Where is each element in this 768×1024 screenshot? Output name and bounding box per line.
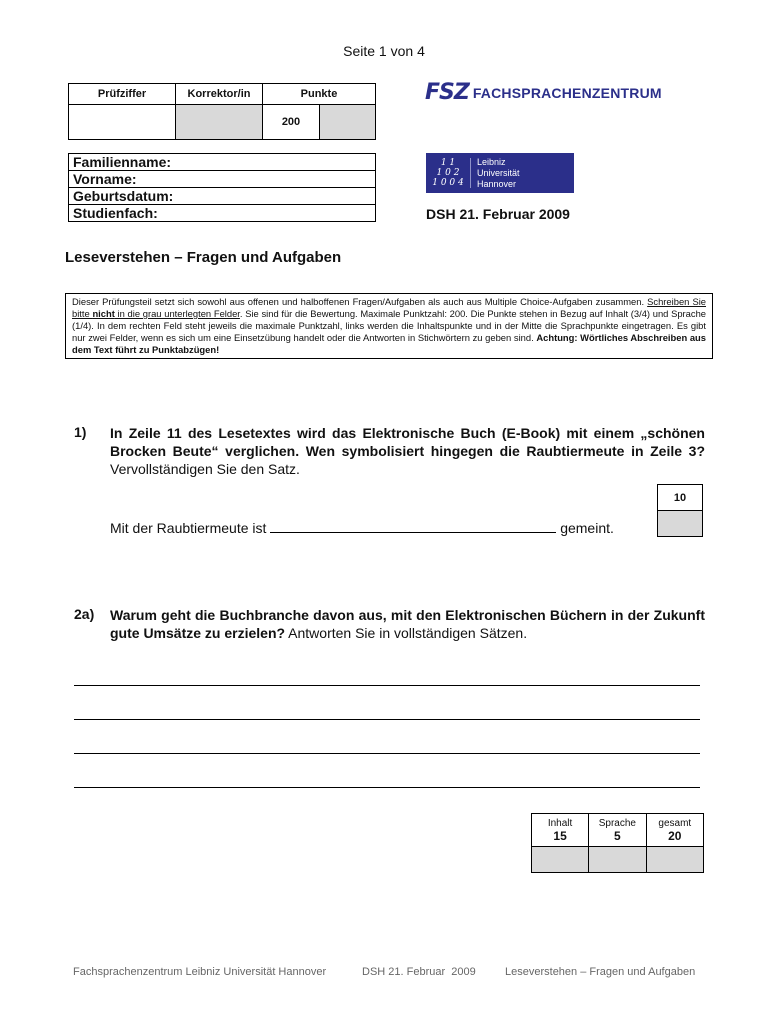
score-sprache-field — [589, 847, 646, 873]
header-pruefziffer: Prüfziffer — [69, 84, 176, 105]
field-familienname[interactable]: Familienname: — [69, 154, 375, 171]
question-2a-number: 2a) — [74, 606, 95, 622]
question-1-number: 1) — [74, 424, 87, 440]
pruefziffer-field[interactable] — [69, 105, 176, 140]
fsz-mark: FSZ — [425, 80, 469, 105]
punkte-field — [320, 105, 376, 140]
answer-line[interactable] — [74, 753, 700, 754]
footer-right: Leseverstehen – Fragen und Aufgaben — [505, 966, 696, 978]
score-gesamt-field — [646, 847, 703, 873]
korrektor-field — [176, 105, 263, 140]
field-vorname[interactable]: Vorname: — [69, 171, 375, 188]
header-korrektor: Korrektor/in — [176, 84, 263, 105]
answer-line[interactable] — [74, 719, 700, 720]
question-2a-text: Warum geht die Buchbranche davon aus, mit den Elektronischen Büchern in der Zukunft gute Umsätze zu erzielen? Antworten Sie in vollständigen Sätzen. — [110, 607, 705, 641]
luh-logo — [426, 153, 574, 193]
answer-line[interactable] — [74, 685, 700, 686]
field-studienfach[interactable]: Studienfach: — [73, 205, 158, 221]
score-inhalt-header: Inhalt 15 — [532, 814, 589, 847]
page-number: Seite 1 von 4 — [343, 43, 425, 59]
fsz-logo — [425, 80, 662, 105]
header-punkte: Punkte — [263, 84, 376, 105]
grade-table — [68, 83, 376, 140]
warning-text: Achtung: Wörtliches Abschreiben aus dem Text führt zu Punktabzügen! — [72, 332, 706, 355]
luh-name: Leibniz Universität Hannover — [477, 156, 520, 189]
luh-mark: 1 1 1 0 2 1 0 0 4 — [426, 158, 471, 188]
question-1-answer-blank[interactable] — [270, 520, 556, 533]
score-inhalt-field — [532, 847, 589, 873]
instructions-box: Dieser Prüfungsteil setzt sich sowohl aus offenen und halboffenen Fragen/Aufgaben als auch aus Multiple Choice-Aufgaben zusammen. Schreiben Sie bitte nicht in die grau unterlegten Felder. Sie sind für die Bewertung. Maximale Punktzahl: 200. Die Punkte stehen in Bezug auf Inhalt (3/4) und Sprache (1/4). In dem rechten Feld steht jeweils die maximale Punktzahl, links werden die Inhaltspunkte und in der Mitte die Sprachpunkte eingetragen. Es gibt nur zwei Felder, wenn es sich um eine Einsetzübung handelt oder die Antworten in Stichwörtern zu geben sind. Achtung: Wörtliches Abschreiben aus dem Text führt zu Punktabzügen! — [65, 293, 713, 359]
question-1-score-box — [657, 484, 703, 537]
fsz-name: FACHSPRACHENZENTRUM — [472, 84, 662, 101]
punkte-max: 200 — [263, 105, 320, 140]
question-2a-score-table — [531, 813, 704, 873]
exam-title: DSH 21. Februar 2009 — [426, 206, 570, 222]
footer-center: DSH 21. Februar 2009 — [362, 966, 476, 978]
question-1-text: In Zeile 11 des Lesetextes wird das Elektronische Buch (E-Book) mit einem „schönen Brocken Beute“ verglichen. Wen symbolisiert hingegen die Raubtiermeute in Zeile 3? Vervollständigen Sie den Satz. — [110, 425, 705, 477]
question-1-sentence: Mit der Raubtiermeute ist gemeint. — [110, 520, 614, 536]
personal-data-box — [68, 153, 376, 222]
answer-line[interactable] — [74, 787, 700, 788]
footer-left: Fachsprachenzentrum Leibniz Universität Hannover — [73, 966, 327, 978]
section-title: Leseverstehen – Fragen und Aufgaben — [65, 249, 342, 266]
score-gesamt-header: gesamt 20 — [646, 814, 703, 847]
question-1-score-field — [658, 511, 703, 537]
field-geburtsdatum[interactable]: Geburtsdatum: — [69, 188, 375, 205]
question-1-max-points: 10 — [658, 485, 703, 511]
score-sprache-header: Sprache 5 — [589, 814, 646, 847]
